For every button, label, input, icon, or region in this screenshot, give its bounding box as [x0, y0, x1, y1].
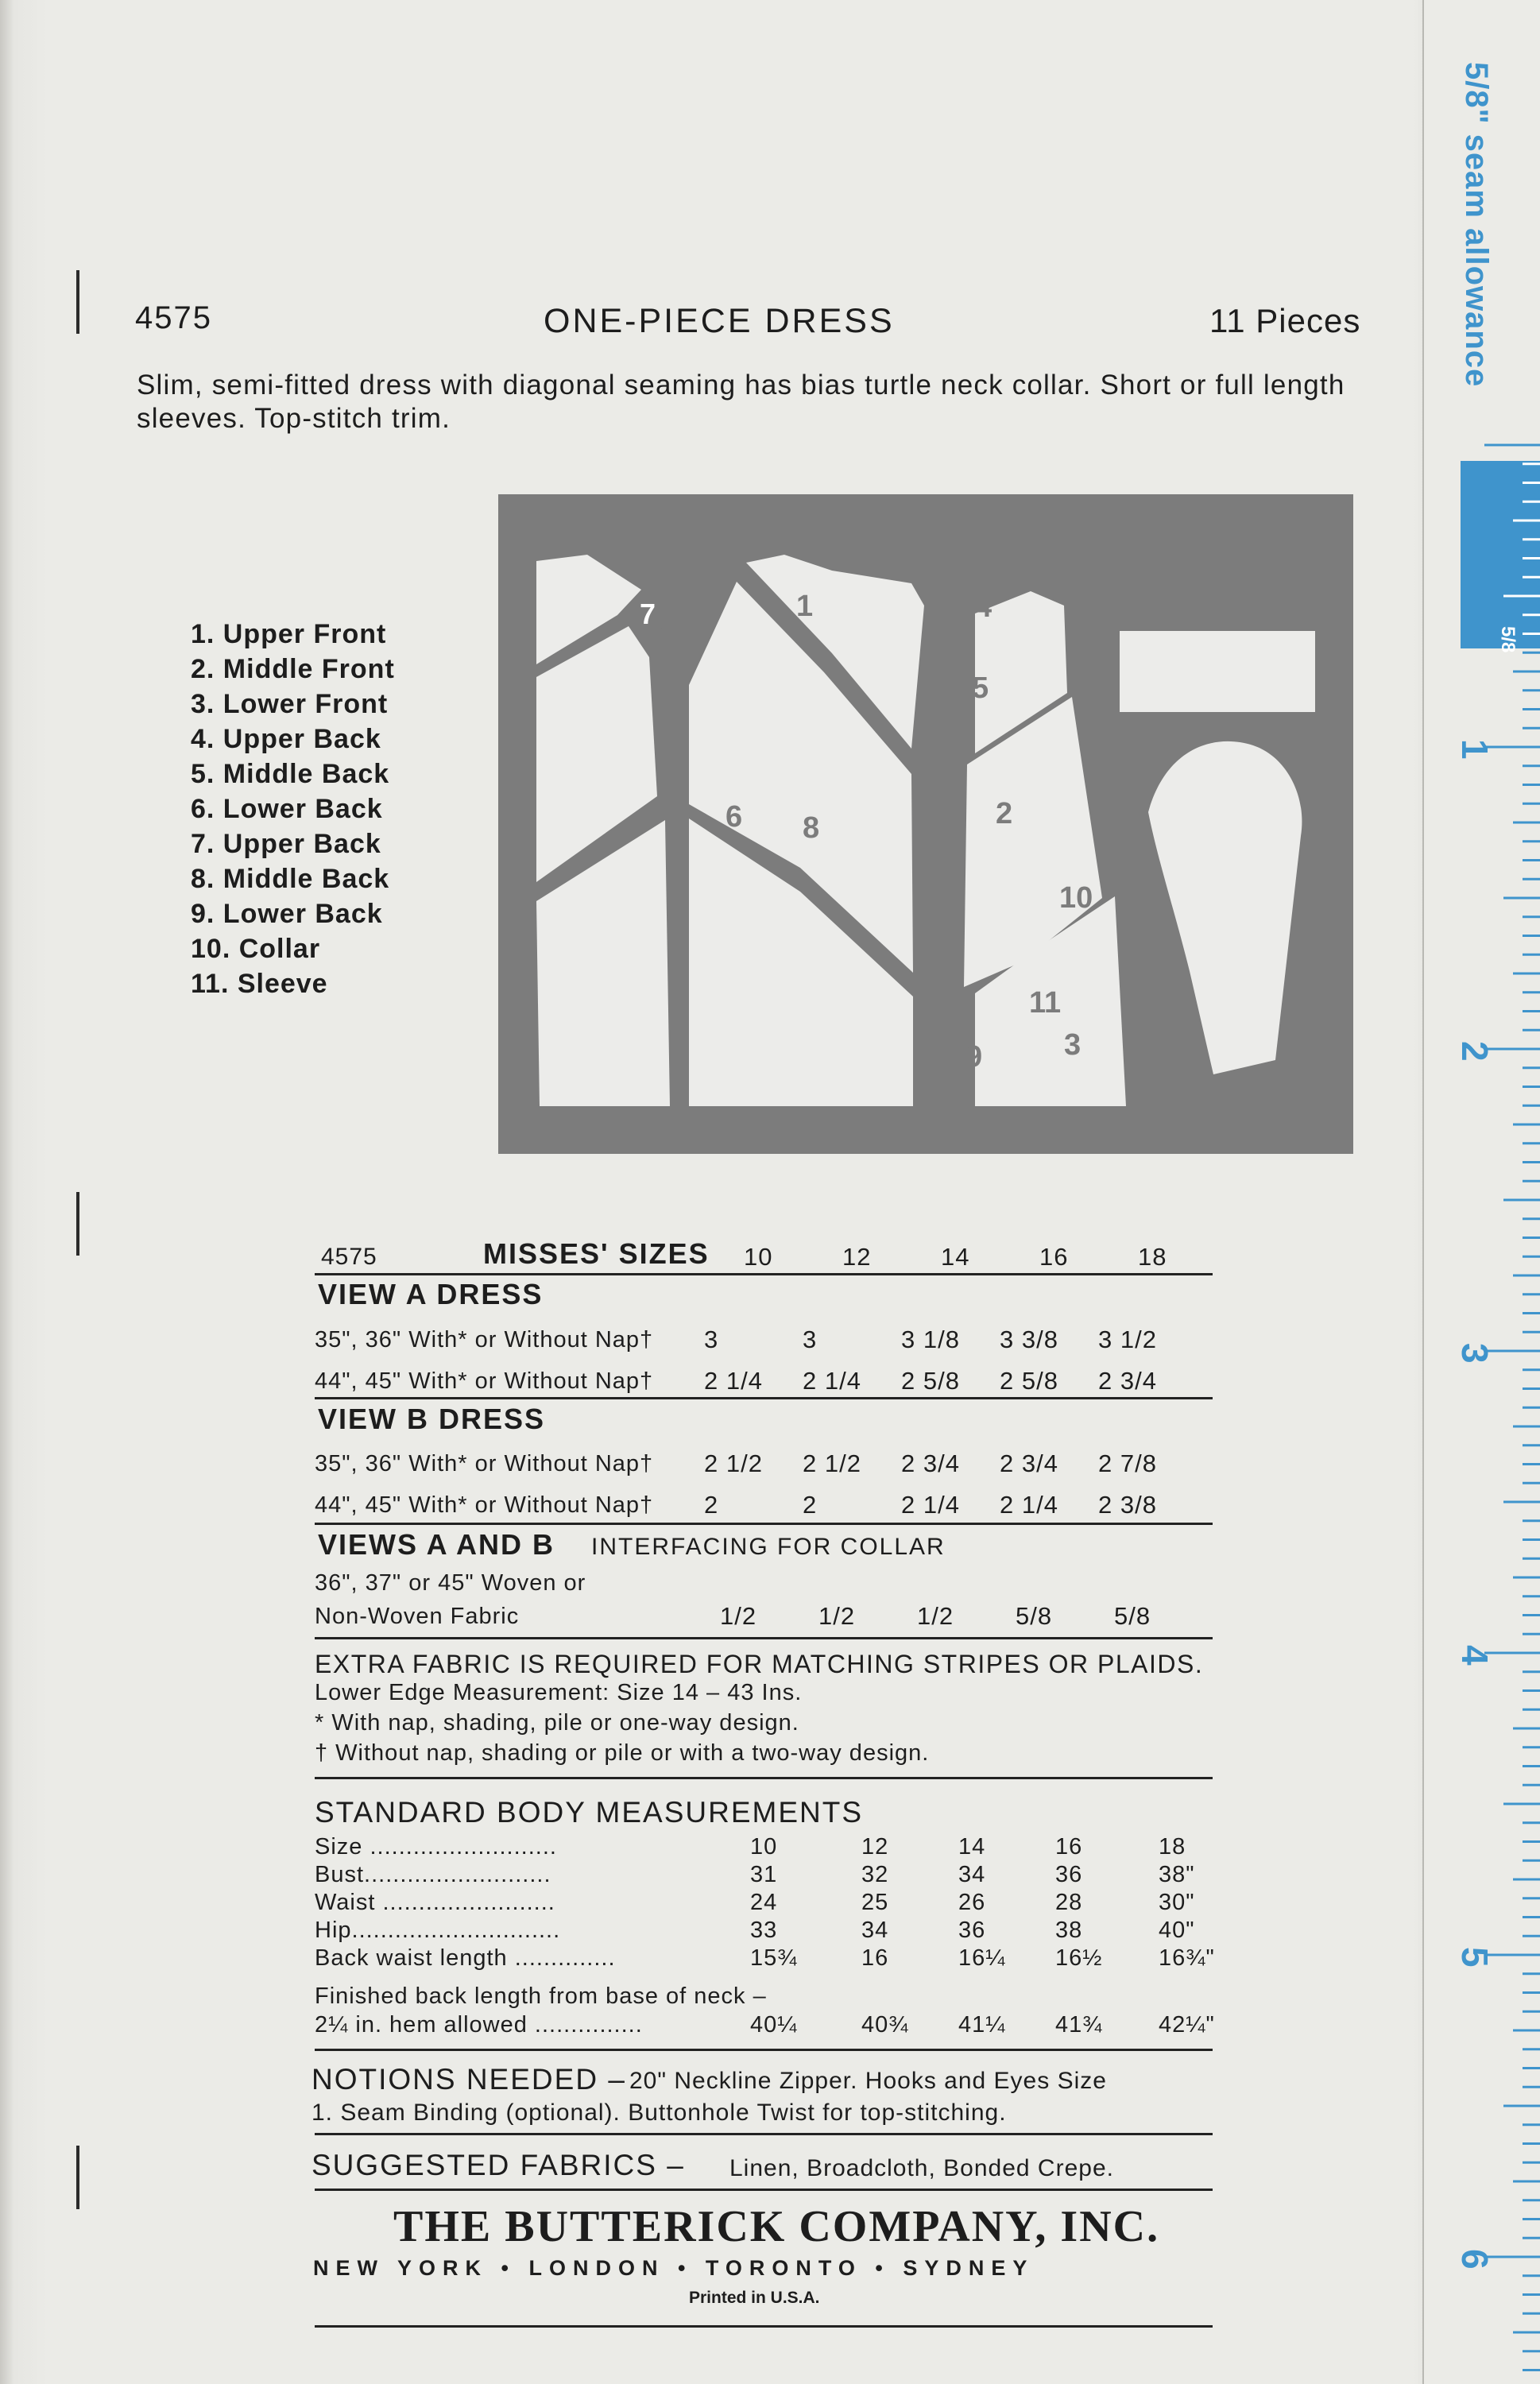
yardage-value: 2 3/8 [1098, 1491, 1157, 1519]
notions-text-2: 1. Seam Binding (optional). Buttonhole Twist for top-stitching. [311, 2100, 1007, 2126]
interfacing-label-line1: 36", 37" or 45" Woven or [315, 1570, 586, 1596]
measurement-label: Waist ........................ [315, 1890, 555, 1915]
interfacing-value: 5/8 [1114, 1602, 1151, 1630]
piece-list-item: 2. Middle Front [191, 654, 395, 684]
yardage-value: 2 1/4 [704, 1367, 763, 1395]
measurement-value: 40" [1159, 1918, 1195, 1943]
ruler-mark-label: 3 [1454, 1343, 1496, 1364]
yardage-row-label: 44", 45" With* or Without Nap† [315, 1492, 654, 1518]
yardage-value: 3 [704, 1326, 719, 1353]
yardage-note: EXTRA FABRIC IS REQUIRED FOR MATCHING STRIPES OR PLAIDS. [315, 1650, 1204, 1678]
ruler-mark-label: 1 [1454, 739, 1496, 760]
fabrics-text: Linen, Broadcloth, Bonded Crepe. [729, 2155, 1114, 2181]
diagram-label-7: 7 [640, 598, 656, 630]
printed-in: Printed in U.S.A. [689, 2289, 820, 2307]
size-header: 10 [744, 1243, 773, 1271]
table-rule [315, 2325, 1213, 2328]
measurement-label: Size .......................... [315, 1834, 557, 1860]
measurement-value: 15¾ [750, 1945, 798, 1971]
finished-length-value: 40¾ [861, 2012, 909, 2038]
piece-list-item: 11. Sleeve [191, 969, 328, 999]
measurement-label: Bust.......................... [315, 1862, 551, 1887]
table-rule [315, 1637, 1213, 1639]
piece-list-item: 1. Upper Front [191, 619, 387, 649]
piece-list-item: 7. Upper Back [191, 829, 381, 859]
yardage-row-label: 35", 36" With* or Without Nap† [315, 1451, 654, 1476]
piece-list-item: 3. Lower Front [191, 689, 389, 719]
yardage-value: 2 1/2 [803, 1449, 861, 1477]
measurement-value: 28 [1055, 1890, 1083, 1915]
ruler-mark-label: 2 [1454, 1041, 1496, 1062]
size-header: 18 [1138, 1243, 1167, 1271]
measurement-value: 24 [750, 1890, 778, 1915]
yardage-value: 2 [704, 1491, 719, 1519]
finished-length-value: 40¼ [750, 2012, 798, 2038]
measurement-value: 26 [958, 1890, 986, 1915]
measurement-value: 31 [750, 1862, 778, 1887]
yardage-pattern-number: 4575 [321, 1244, 377, 1270]
view-b-heading: VIEW B DRESS [318, 1403, 546, 1435]
yardage-value: 2 3/4 [901, 1449, 960, 1477]
yardage-note: Lower Edge Measurement: Size 14 – 43 Ins. [315, 1680, 803, 1705]
measurement-value: 25 [861, 1890, 889, 1915]
size-header: 12 [842, 1243, 872, 1271]
size-header: 14 [941, 1243, 970, 1271]
finished-length-value: 41¼ [958, 2012, 1006, 2038]
table-rule [315, 2049, 1213, 2051]
yardage-value: 2 7/8 [1098, 1449, 1157, 1477]
finished-length-value: 41¾ [1055, 2012, 1103, 2038]
yardage-value: 3 1/2 [1098, 1326, 1157, 1353]
yardage-note: * With nap, shading, pile or one-way design. [315, 1710, 799, 1736]
piece-list-item: 9. Lower Back [191, 899, 383, 929]
measurement-value: 38 [1055, 1918, 1083, 1943]
measurement-value: 36 [958, 1918, 986, 1943]
binding-mark [76, 270, 79, 334]
pattern-title: ONE-PIECE DRESS [544, 302, 895, 340]
yardage-value: 2 5/8 [901, 1367, 960, 1395]
measurement-label: Back waist length .............. [315, 1945, 616, 1971]
pattern-number: 4575 [135, 300, 212, 335]
diagram-label-9: 9 [965, 1040, 983, 1074]
measurement-value: 16½ [1055, 1945, 1103, 1971]
diagram-label-4: 4 [975, 590, 992, 624]
measurements-heading: STANDARD BODY MEASUREMENTS [315, 1796, 863, 1829]
diagram-label-3: 3 [1064, 1028, 1081, 1062]
diagram-label-6: 6 [726, 800, 743, 834]
ruler-mark-label: 6 [1454, 2249, 1496, 2270]
diagram-label-11: 11 [1029, 986, 1062, 1020]
piece-list-item: 6. Lower Back [191, 794, 383, 824]
notions-text-1: 20" Neckline Zipper. Hooks and Eyes Size [629, 2068, 1107, 2094]
finished-length-value: 42¼" [1159, 2012, 1215, 2038]
measurement-value: 16¾" [1159, 1945, 1215, 1971]
measurement-value: 30" [1159, 1890, 1195, 1915]
measurement-value: 16 [1055, 1834, 1083, 1860]
diagram-label-2: 2 [996, 797, 1013, 830]
table-rule [315, 1777, 1213, 1779]
yardage-note: † Without nap, shading or pile or with a two-way design. [315, 1740, 930, 1766]
yardage-row-label: 35", 36" With* or Without Nap† [315, 1327, 654, 1353]
diagram-label-5: 5 [972, 671, 989, 705]
measurement-value: 18 [1159, 1834, 1186, 1860]
yardage-value: 2 3/4 [1098, 1367, 1157, 1395]
finished-length-line1: Finished back length from base of neck – [315, 1983, 767, 2009]
ruler-mark-label: 4 [1454, 1645, 1496, 1666]
interfacing-value: 1/2 [818, 1602, 856, 1630]
yardage-row-label: 44", 45" With* or Without Nap† [315, 1368, 654, 1394]
piece-list-item: 4. Upper Back [191, 724, 381, 754]
yardage-value: 2 5/8 [1000, 1367, 1058, 1395]
interfacing-label-line2: Non-Woven Fabric [315, 1604, 520, 1629]
measurement-value: 16 [861, 1945, 889, 1971]
table-rule [315, 2133, 1213, 2135]
seam-allowance-label: 5/8" seam allowance [1459, 62, 1494, 388]
measurement-value: 34 [861, 1918, 889, 1943]
measurement-value: 36 [1055, 1862, 1083, 1887]
table-rule [315, 1523, 1213, 1525]
measurement-label: Hip............................. [315, 1918, 561, 1943]
sizes-heading: MISSES' SIZES [483, 1237, 710, 1270]
interfacing-value: 5/8 [1016, 1602, 1053, 1630]
yardage-value: 2 [803, 1491, 818, 1519]
pattern-layout-diagram [498, 494, 1353, 1154]
views-ab-heading: VIEWS A AND B [318, 1528, 555, 1561]
measurement-value: 38" [1159, 1862, 1195, 1887]
piece-count: 11 Pieces [1209, 302, 1361, 339]
piece-list [191, 617, 395, 1001]
piece-10-shape [1120, 631, 1315, 712]
diagram-label-1: 1 [796, 590, 814, 623]
yardage-value: 2 3/4 [1000, 1449, 1058, 1477]
yardage-value: 3 1/8 [901, 1326, 960, 1353]
yardage-value: 2 1/2 [704, 1449, 763, 1477]
measurement-value: 33 [750, 1918, 778, 1943]
views-ab-subheading: INTERFACING FOR COLLAR [591, 1534, 946, 1560]
table-rule [315, 1273, 1213, 1275]
interfacing-value: 1/2 [720, 1602, 757, 1630]
view-a-heading: VIEW A DRESS [318, 1278, 544, 1310]
table-rule [315, 2189, 1213, 2191]
piece-list-item: 8. Middle Back [191, 864, 390, 894]
finished-length-label: 2¼ in. hem allowed ............... [315, 2012, 643, 2038]
binding-mark [76, 2146, 79, 2209]
yardage-value: 2 1/4 [901, 1491, 960, 1519]
yardage-value: 2 1/4 [1000, 1491, 1058, 1519]
seam-allowance-band [1461, 461, 1540, 648]
yardage-value: 3 3/8 [1000, 1326, 1058, 1353]
diagram-label-10: 10 [1059, 881, 1093, 915]
binding-mark [76, 1192, 79, 1256]
ruler-mark-label: 5/8 [1497, 626, 1519, 653]
piece-list-item: 10. Collar [191, 934, 321, 964]
fabrics-heading: SUGGESTED FABRICS – [311, 2149, 685, 2181]
notions-heading: NOTIONS NEEDED – [311, 2063, 626, 2096]
diagram-label-8: 8 [803, 811, 820, 845]
measurement-value: 34 [958, 1862, 986, 1887]
measurement-value: 14 [958, 1834, 986, 1860]
measurement-value: 10 [750, 1834, 778, 1860]
company-name: THE BUTTERICK COMPANY, INC. [393, 2202, 1160, 2251]
yardage-value: 2 1/4 [803, 1367, 861, 1395]
interfacing-value: 1/2 [917, 1602, 954, 1630]
measurement-value: 12 [861, 1834, 889, 1860]
piece-list-item: 5. Middle Back [191, 759, 390, 789]
yardage-value: 3 [803, 1326, 818, 1353]
company-cities: NEW YORK • LONDON • TORONTO • SYDNEY [313, 2256, 1035, 2280]
pattern-description: Slim, semi-fitted dress with diagonal seaming has bias turtle neck collar. Short or full length sleeves. Top-stitch trim. [137, 370, 1345, 434]
measurement-value: 16¼ [958, 1945, 1006, 1971]
ruler-mark-label: 5 [1454, 1947, 1496, 1968]
size-header: 16 [1039, 1243, 1069, 1271]
table-rule [315, 1397, 1213, 1399]
measurement-value: 32 [861, 1862, 889, 1887]
